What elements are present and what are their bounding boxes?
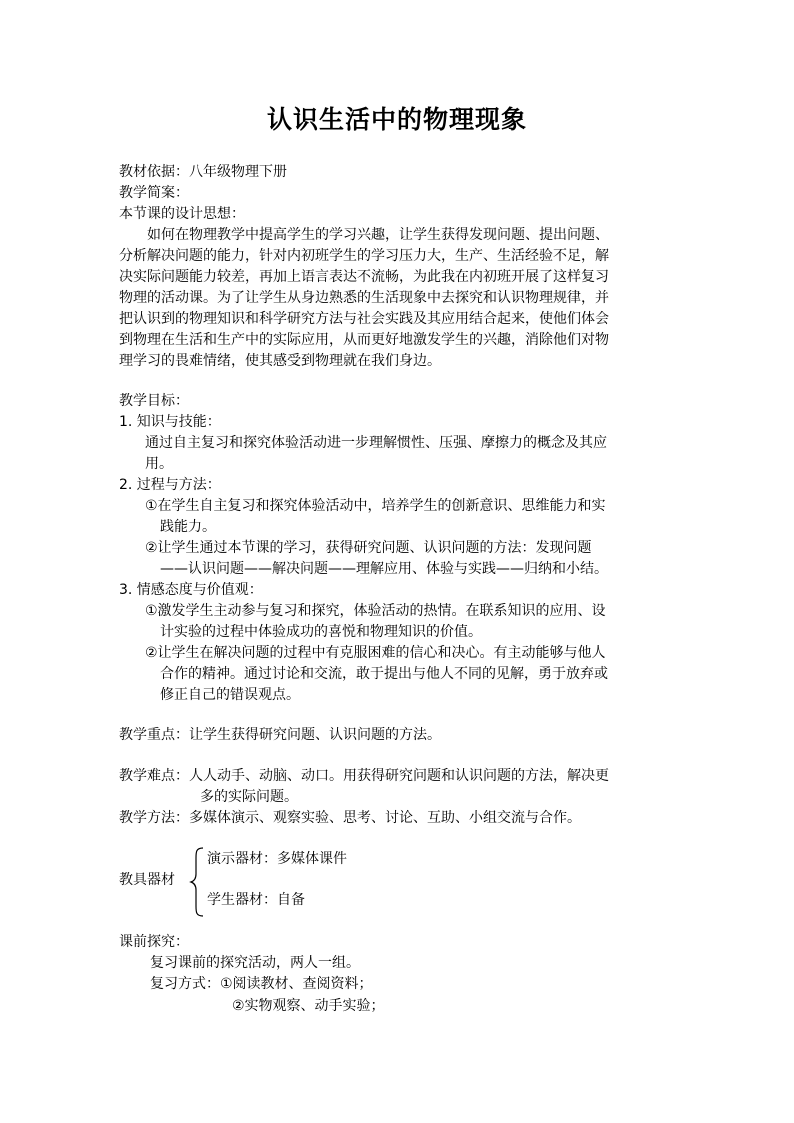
page-title: 认识生活中的物理现象 [266, 105, 527, 134]
design-paragraph-line: 如何在物理教学中提高学生的学习兴趣，让学生获得发现问题、提出问题、 [147, 227, 609, 243]
goal-knowledge-line: 用。 [145, 456, 173, 472]
goal-attitude-line: 计实验的过程中体验成功的喜悦和物理知识的价值。 [160, 624, 482, 640]
teaching-methods: 教学方法：多媒体演示、观察实验、思考、讨论、互助、小组交流与合作。 [119, 810, 581, 826]
design-paragraph-line: 物理的活动课。为了让学生从身边熟悉的生活现象中去探究和认识物理规律，并 [119, 290, 609, 306]
difficulty-line: 多的实际问题。 [200, 789, 298, 805]
textbook-basis: 教材依据：八年级物理下册 [119, 164, 287, 180]
design-paragraph-line: 把认识到的物理知识和科学研究方法与社会实践及其应用结合起来，使他们体会 [119, 311, 609, 327]
goal-process-line: ——认识问题——解决问题——理解应用、体验与实践——归纳和小结。 [160, 561, 608, 577]
pre-class-heading: 课前探究： [119, 934, 189, 950]
goal-attitude-line: ①激发学生主动参与复习和探究，体验活动的热情。在联系知识的应用、设 [145, 603, 606, 619]
key-point: 教学重点：让学生获得研究问题、认识问题的方法。 [119, 727, 441, 743]
goal-attitude-title: 3. 情感态度与价值观： [119, 582, 263, 598]
design-paragraph-line: 决实际问题能力较差，再加上语言表达不流畅，为此我在内初班开展了这样复习 [119, 269, 609, 285]
plan-heading: 教学简案： [119, 185, 189, 201]
pre-class-line: ②实物观察、动手实验； [232, 998, 385, 1014]
goal-attitude-line: 修正自己的错误观点。 [160, 687, 300, 703]
curly-brace-icon [189, 846, 205, 918]
goal-process-line: ②让学生通过本节课的学习，获得研究问题、认识问题的方法：发现问题 [145, 540, 592, 556]
difficulty-line: 教学难点：人人动手、动脑、动口。用获得研究问题和认识问题的方法，解决更 [119, 768, 609, 784]
goal-process-line: 践能力。 [160, 519, 216, 535]
equipment-demo: 演示器材：多媒体课件 [207, 851, 347, 867]
design-paragraph-line: 到物理在生活和生产中的实际应用，从而更好地激发学生的兴趣，消除他们对物 [119, 332, 609, 348]
pre-class-line: 复习方式：①阅读教材、查阅资料； [150, 976, 373, 992]
goal-attitude-line: ②让学生在解决问题的过程中有克服困难的信心和决心。有主动能够与他人 [145, 645, 606, 661]
goal-knowledge-title: 1. 知识与技能： [119, 414, 221, 430]
design-heading: 本节课的设计思想： [119, 206, 245, 222]
equipment-student: 学生器材：自备 [207, 892, 305, 908]
goal-process-title: 2. 过程与方法： [119, 477, 221, 493]
goals-heading: 教学目标： [119, 393, 189, 409]
goal-attitude-line: 合作的精神。通过讨论和交流，敢于提出与他人不同的见解，勇于放弃或 [160, 666, 608, 682]
goal-process-line: ①在学生自主复习和探究体验活动中，培养学生的创新意识、思维能力和实 [145, 498, 606, 514]
equipment-label: 教具器材 [119, 872, 175, 888]
design-paragraph-line: 分析解决问题的能力，针对内初班学生的学习压力大，生产、生活经验不足，解 [119, 248, 609, 264]
goal-knowledge-line: 通过自主复习和探究体验活动进一步理解惯性、压强、摩擦力的概念及其应 [145, 435, 607, 451]
design-paragraph-line: 理学习的畏难情绪，使其感受到物理就在我们身边。 [119, 353, 441, 369]
pre-class-line: 复习课前的探究活动，两人一组。 [150, 955, 360, 971]
